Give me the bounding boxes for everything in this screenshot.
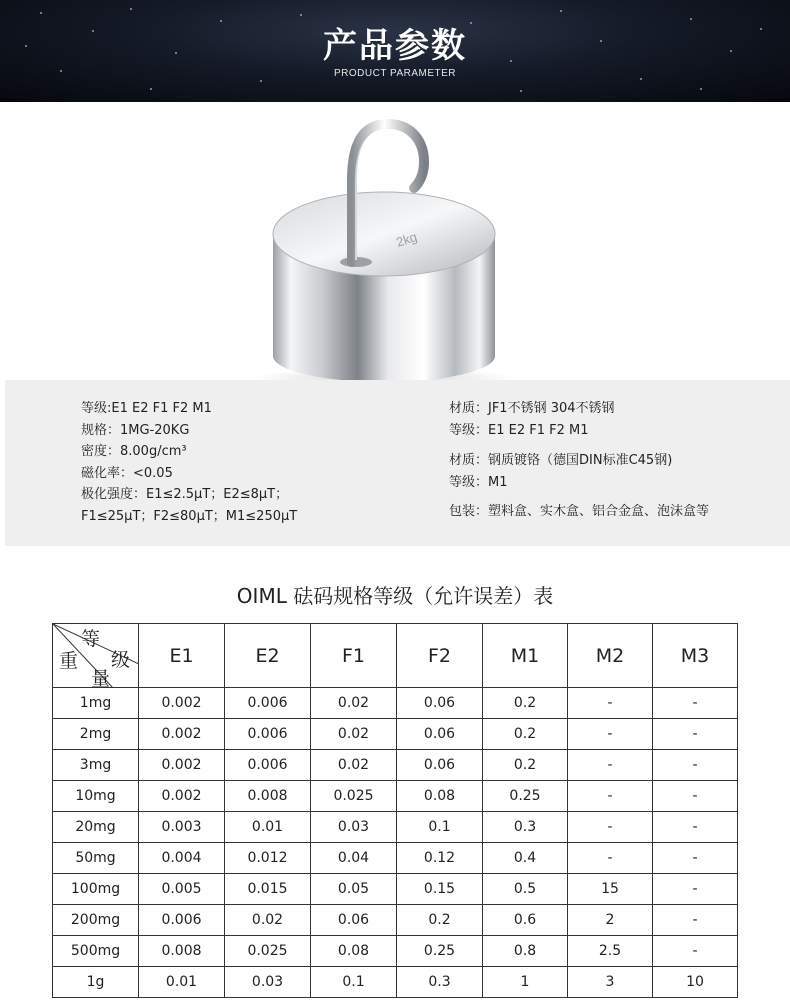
tolerance-cell: 0.02	[311, 688, 397, 719]
tolerance-cell: 2.5	[568, 936, 653, 967]
star-dot	[520, 90, 522, 92]
tolerance-cell: 0.05	[311, 874, 397, 905]
tolerance-cell: 0.002	[139, 781, 225, 812]
row-weight-label: 20mg	[53, 812, 139, 843]
table-corner-cell	[53, 624, 139, 688]
tolerance-cell: -	[653, 719, 738, 750]
tolerance-cell: 0.3	[397, 967, 483, 998]
tolerance-cell: 0.002	[139, 750, 225, 781]
spec-range: 规格：1MG-20KG	[81, 422, 190, 438]
oiml-tolerance-table	[52, 623, 738, 998]
spec-panel	[5, 380, 790, 546]
tolerance-cell: -	[568, 688, 653, 719]
star-dot	[300, 14, 302, 16]
row-weight-label: 50mg	[53, 843, 139, 874]
corner-weight-bottom: 量	[91, 668, 111, 690]
product-image-area	[0, 102, 790, 380]
spec-polarization: 极化强度：E1≤2.5μT；E2≤8μT；	[81, 487, 289, 502]
spec-grade-chrome: 等级：M1	[449, 474, 508, 490]
tolerance-cell: 0.06	[397, 750, 483, 781]
tolerance-cell: 0.5	[483, 874, 568, 905]
corner-grade-top: 等	[81, 628, 101, 650]
column-header: M2	[568, 624, 653, 688]
tolerance-cell: -	[653, 750, 738, 781]
star-dot	[700, 88, 702, 90]
tolerance-cell: 0.012	[225, 843, 311, 874]
tolerance-cell: -	[568, 812, 653, 843]
spec-grade: 等级:E1 E2 F1 F2 M1	[81, 401, 212, 416]
column-header: F2	[397, 624, 483, 688]
tolerance-cell: 0.004	[139, 843, 225, 874]
tolerance-cell: 0.2	[483, 688, 568, 719]
column-header: E1	[139, 624, 225, 688]
star-dot	[560, 10, 562, 12]
tolerance-cell: 0.08	[311, 936, 397, 967]
star-dot	[130, 8, 132, 10]
hook-weight-image	[0, 102, 790, 380]
page-title: 产品参数	[323, 26, 467, 66]
row-weight-label: 1mg	[53, 688, 139, 719]
tolerance-cell: 0.2	[483, 719, 568, 750]
tolerance-cell: 0.006	[225, 750, 311, 781]
column-header: F1	[311, 624, 397, 688]
tolerance-cell: -	[568, 719, 653, 750]
corner-weight-top: 重	[59, 650, 79, 672]
tolerance-cell: 0.6	[483, 905, 568, 936]
spec-material-steel: 材质：JF1不锈钢 304不锈钢	[449, 401, 615, 416]
tolerance-cell: 0.4	[483, 843, 568, 874]
spec-susceptibility: 磁化率：<0.05	[81, 465, 173, 481]
table-header-row	[53, 624, 738, 688]
tolerance-cell: 10	[653, 967, 738, 998]
tolerance-cell: 0.15	[397, 874, 483, 905]
tolerance-cell: 0.1	[311, 967, 397, 998]
row-weight-label: 500mg	[53, 936, 139, 967]
tolerance-cell: -	[568, 781, 653, 812]
tolerance-cell: 0.06	[311, 905, 397, 936]
tolerance-cell: 2	[568, 905, 653, 936]
table-row	[53, 781, 738, 812]
table-row	[53, 719, 738, 750]
tolerance-cell: 0.25	[397, 936, 483, 967]
tolerance-cell: 0.002	[139, 719, 225, 750]
row-weight-label: 200mg	[53, 905, 139, 936]
tolerance-cell: 0.3	[483, 812, 568, 843]
row-weight-label: 10mg	[53, 781, 139, 812]
tolerance-cell: 15	[568, 874, 653, 905]
tolerance-cell: 0.04	[311, 843, 397, 874]
tolerance-cell: 3	[568, 967, 653, 998]
column-header: M1	[483, 624, 568, 688]
row-weight-label: 1g	[53, 967, 139, 998]
spec-polarization-cont: F1≤25μT；F2≤80μT；M1≤250μT	[81, 508, 298, 524]
tolerance-cell: 0.002	[139, 688, 225, 719]
tolerance-cell: 0.02	[311, 719, 397, 750]
tolerance-cell: 0.08	[397, 781, 483, 812]
table-row	[53, 843, 738, 874]
row-weight-label: 2mg	[53, 719, 139, 750]
tolerance-cell: -	[653, 874, 738, 905]
tolerance-cell: 0.2	[397, 905, 483, 936]
tolerance-cell: -	[568, 843, 653, 874]
tolerance-cell: 0.006	[225, 719, 311, 750]
tolerance-cell: 0.008	[225, 781, 311, 812]
tolerance-cell: 0.015	[225, 874, 311, 905]
table-row	[53, 936, 738, 967]
tolerance-cell: -	[653, 812, 738, 843]
table-row	[53, 750, 738, 781]
table-row	[53, 688, 738, 719]
tolerance-cell: 0.06	[397, 688, 483, 719]
spec-list-right	[449, 398, 709, 523]
tolerance-cell: -	[568, 750, 653, 781]
tolerance-cell: -	[653, 936, 738, 967]
spec-grade-steel: 等级：E1 E2 F1 F2 M1	[449, 422, 589, 438]
star-dot	[260, 80, 262, 82]
spec-material-chrome: 材质：钢质镀铬（德国DIN标准C45钢)	[449, 453, 673, 468]
tolerance-cell: 0.06	[397, 719, 483, 750]
page-subtitle: PRODUCT PARAMETER	[333, 68, 457, 79]
table-row	[53, 905, 738, 936]
tolerance-cell: 0.025	[311, 781, 397, 812]
spec-packaging: 包装：塑料盒、实木盒、铝合金盒、泡沫盒等	[449, 504, 710, 519]
tolerance-cell: -	[653, 905, 738, 936]
spec-list-left	[81, 398, 297, 527]
tolerance-cell: 0.2	[483, 750, 568, 781]
tolerance-cell: 0.008	[139, 936, 225, 967]
tolerance-cell: -	[653, 843, 738, 874]
row-weight-label: 3mg	[53, 750, 139, 781]
column-header: M3	[653, 624, 738, 688]
tolerance-cell: 0.12	[397, 843, 483, 874]
tolerance-cell: 0.01	[139, 967, 225, 998]
tolerance-cell: 0.1	[397, 812, 483, 843]
tolerance-cell: -	[653, 688, 738, 719]
tolerance-cell: 0.02	[225, 905, 311, 936]
tolerance-cell: 0.25	[483, 781, 568, 812]
star-dot	[150, 88, 152, 90]
tolerance-cell: 0.02	[311, 750, 397, 781]
table-row	[53, 874, 738, 905]
tolerance-cell: 0.01	[225, 812, 311, 843]
tolerance-cell: 0.03	[311, 812, 397, 843]
tolerance-cell: 0.03	[225, 967, 311, 998]
table-body	[53, 688, 738, 998]
row-weight-label: 100mg	[53, 874, 139, 905]
tolerance-cell: 0.025	[225, 936, 311, 967]
tolerance-cell: 0.005	[139, 874, 225, 905]
star-dot	[40, 12, 42, 14]
table-row	[53, 967, 738, 998]
tolerance-cell: 0.8	[483, 936, 568, 967]
spec-density: 密度：8.00g/cm³	[81, 444, 187, 459]
weight-engraving: 2kg	[394, 229, 419, 250]
table-row	[53, 812, 738, 843]
table-title: OIML 砝码规格等级（允许误差）表	[236, 584, 554, 608]
header-banner	[0, 0, 790, 102]
tolerance-cell: 1	[483, 967, 568, 998]
corner-grade-bottom: 级	[111, 649, 131, 671]
tolerance-cell: -	[653, 781, 738, 812]
column-header: E2	[225, 624, 311, 688]
tolerance-cell: 0.006	[225, 688, 311, 719]
tolerance-cell: 0.003	[139, 812, 225, 843]
tolerance-cell: 0.006	[139, 905, 225, 936]
